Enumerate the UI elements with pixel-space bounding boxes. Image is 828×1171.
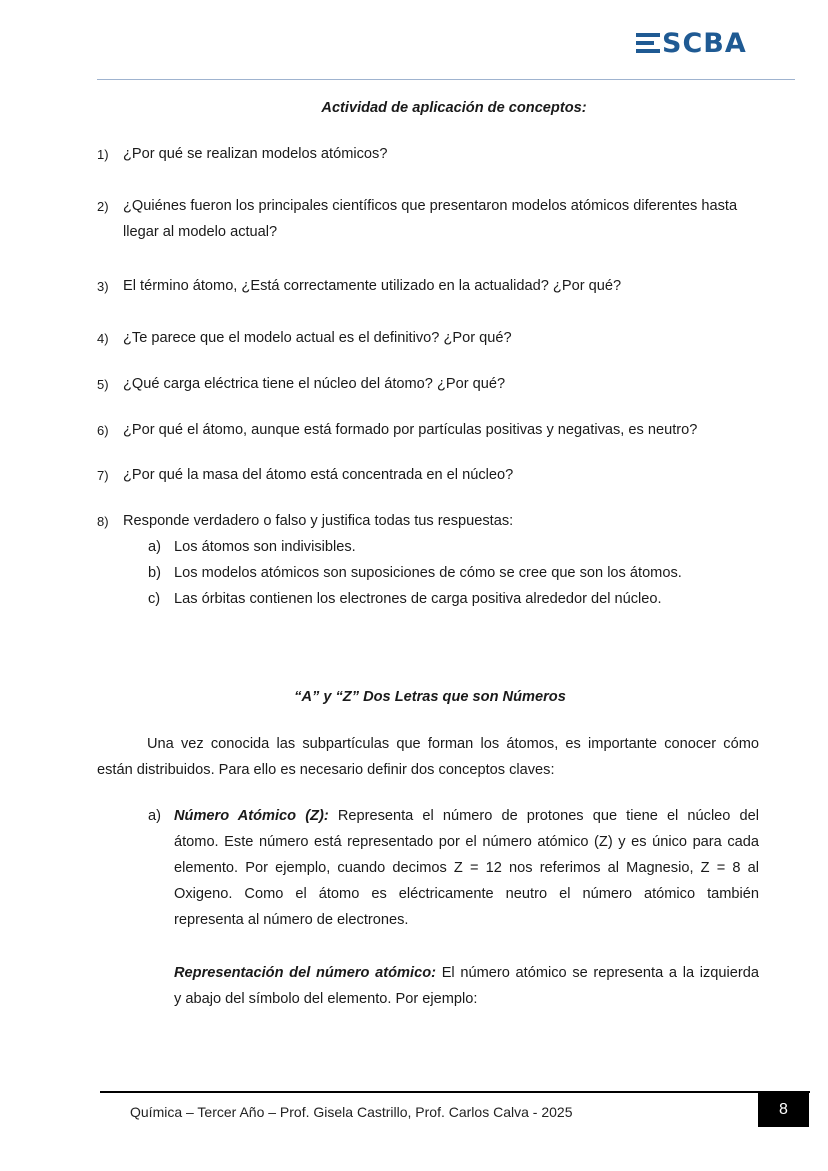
question-text: llegar al modelo actual? bbox=[123, 224, 278, 240]
representation-text: El número atómico se representa a la izquierda bbox=[441, 965, 759, 981]
question-number: 2) bbox=[97, 199, 109, 214]
intro-line: Una vez conocida las subpartículas que forman los átomos, es importante conocer cómo bbox=[147, 736, 759, 752]
question-text: ¿Te parece que el modelo actual es el definitivo? ¿Por qué? bbox=[123, 330, 512, 346]
concept-line: elemento. Por ejemplo, cuando decimos Z = 12 nos referimos al Magnesio, Z = 8 al bbox=[174, 860, 759, 876]
tf-item-text: Los modelos atómicos son suposiciones de cómo se cree que son los átomos. bbox=[174, 565, 682, 581]
question-number: 1) bbox=[97, 147, 109, 162]
concept-text: Representa el número de protones que tiene el núcleo del bbox=[337, 808, 760, 824]
concept-line: átomo. Este número está representado por el número atómico (Z) y es único para cada bbox=[174, 834, 759, 850]
question-number: 8) bbox=[97, 514, 109, 529]
concept-label: a) bbox=[148, 808, 161, 824]
representation-line: y abajo del símbolo del elemento. Por ejemplo: bbox=[174, 991, 478, 1007]
question-text: ¿Por qué el átomo, aunque está formado por partículas positivas y negativas, es neutro? bbox=[123, 422, 698, 438]
question-number: 3) bbox=[97, 279, 109, 294]
page-number: 8 bbox=[758, 1093, 809, 1127]
activity-title: Actividad de aplicación de conceptos: bbox=[321, 100, 587, 116]
footer-divider bbox=[100, 1091, 810, 1093]
question-text: Responde verdadero o falso y justifica todas tus respuestas: bbox=[123, 513, 514, 529]
question-text: ¿Por qué se realizan modelos atómicos? bbox=[123, 146, 388, 162]
tf-item-text: Las órbitas contienen los electrones de carga positiva alrededor del núcleo. bbox=[174, 591, 662, 607]
concept-first-line bbox=[174, 807, 759, 825]
concept-line: representa al número de electrones. bbox=[174, 912, 409, 928]
tf-item-label: c) bbox=[148, 591, 161, 607]
header-divider bbox=[97, 79, 795, 80]
intro-line: están distribuidos. Para ello es necesario definir dos conceptos claves: bbox=[97, 762, 555, 778]
tf-item-label: b) bbox=[148, 565, 161, 581]
tf-item-text: Los átomos son indivisibles. bbox=[174, 539, 356, 555]
section-title: “A” y “Z” Dos Letras que son Números bbox=[294, 689, 566, 705]
question-text: ¿Quiénes fueron los principales científicos que presentaron modelos atómicos diferentes hasta bbox=[123, 198, 738, 214]
question-text: ¿Por qué la masa del átomo está concentrada en el núcleo? bbox=[123, 467, 514, 483]
concept-line: Oxigeno. Como el átomo es eléctricamente neutro el número atómico también bbox=[174, 886, 759, 902]
question-number: 4) bbox=[97, 331, 109, 346]
representation-line bbox=[174, 964, 759, 982]
question-text: El término átomo, ¿Está correctamente utilizado en la actualidad? ¿Por qué? bbox=[123, 278, 622, 294]
footer-text: Química – Tercer Año – Prof. Gisela Castrillo, Prof. Carlos Calva - 2025 bbox=[130, 1104, 573, 1120]
representation-term: Representación del número atómico: bbox=[174, 965, 436, 981]
question-text: ¿Qué carga eléctrica tiene el núcleo del átomo? ¿Por qué? bbox=[123, 376, 506, 392]
escba-logo: SCBA bbox=[636, 30, 747, 56]
tf-item-label: a) bbox=[148, 539, 161, 555]
question-number: 5) bbox=[97, 377, 109, 392]
question-number: 6) bbox=[97, 423, 109, 438]
question-number: 7) bbox=[97, 468, 109, 483]
concept-term: Número Atómico (Z): bbox=[174, 808, 329, 824]
